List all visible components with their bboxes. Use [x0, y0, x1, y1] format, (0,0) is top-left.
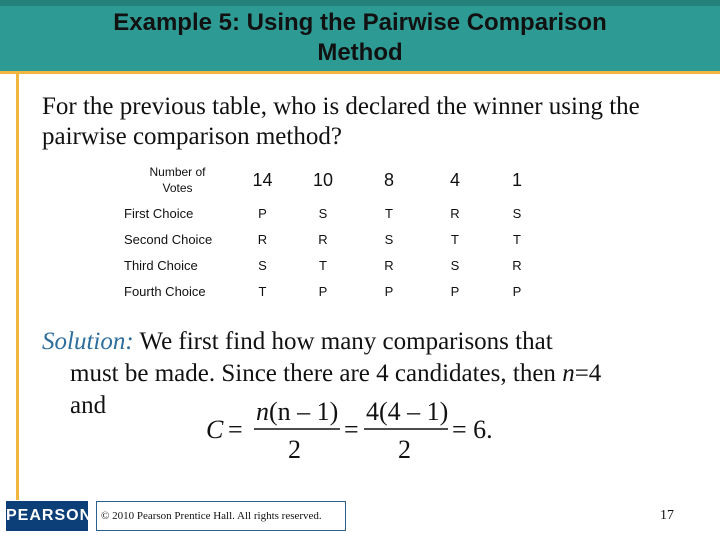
header-label: [120, 160, 235, 200]
table-cell: P: [512, 283, 522, 299]
table-row: [120, 200, 546, 226]
vote-count: 10: [312, 169, 334, 190]
formula-n-symbol: n: [256, 397, 269, 426]
question-text: For the previous table, who is declared the winner using the pairwise comparison method?: [42, 93, 640, 150]
solution-line2b: =4: [574, 360, 602, 387]
table-cell: R: [318, 231, 328, 247]
solution-line1: We first find how many comparisons that: [133, 328, 553, 355]
table-cell: S: [384, 231, 394, 247]
solution-line3: and: [70, 392, 107, 419]
formula-result: = 6.: [452, 415, 493, 444]
table-cell: S: [512, 205, 522, 221]
slide-title-line2: Method: [317, 39, 403, 66]
page-number: 17: [660, 508, 674, 523]
formula-numerator-value: 4(4 – 1): [366, 397, 449, 426]
title-bar-band: [0, 0, 720, 6]
table-cell: S: [258, 257, 267, 273]
solution-n-variable: n: [562, 360, 575, 387]
table-cell: R: [450, 205, 460, 221]
formula-c: C: [206, 415, 224, 444]
row-label: Fourth Choice: [124, 283, 206, 299]
slide-title-line1: Example 5: Using the Pairwise Comparison: [113, 9, 607, 36]
table-row: [120, 226, 546, 252]
formula-denominator: 2: [398, 435, 411, 464]
table-cell: P: [450, 283, 460, 299]
row-label: Third Choice: [124, 257, 198, 273]
slide-title: [0, 8, 720, 68]
table-cell: T: [451, 231, 459, 247]
solution-label: Solution:: [42, 328, 134, 355]
formula-equals: =: [228, 415, 243, 444]
preference-table: [120, 160, 546, 304]
table-cell: P: [384, 283, 394, 299]
table-cell: T: [513, 231, 521, 247]
vote-count: 14: [252, 169, 273, 190]
formula-numerator-n: [256, 397, 338, 426]
accent-line-vertical: [16, 74, 19, 502]
table-cell: P: [318, 283, 328, 299]
table-row: [120, 252, 546, 278]
header-label-line1: Number of: [149, 165, 206, 179]
table-cell: T: [258, 283, 267, 299]
pearson-logo: PEARSON: [6, 501, 88, 531]
formula-denominator: 2: [288, 435, 301, 464]
combination-formula: [204, 394, 504, 466]
accent-line-horizontal: [0, 71, 720, 74]
copyright-notice: © 2010 Pearson Prentice Hall. All rights reserved.: [96, 501, 346, 531]
vote-count: 4: [449, 169, 460, 190]
table-row: [120, 278, 546, 304]
table-cell: S: [450, 257, 460, 273]
table-cell: R: [384, 257, 394, 273]
row-label: First Choice: [124, 205, 194, 221]
formula-n-minus-one: (n – 1): [269, 397, 339, 426]
vote-count: 8: [383, 169, 394, 190]
formula-equals: =: [344, 415, 359, 444]
vote-count: 1: [511, 169, 522, 190]
header-label-line2: Votes: [162, 181, 193, 195]
table-cell: T: [385, 205, 393, 221]
table-cell: T: [319, 257, 327, 273]
solution-line2a: must be made. Since there are 4 candidates, then: [70, 360, 563, 387]
table-header-row: [120, 160, 546, 200]
table-cell: R: [257, 231, 268, 247]
table-cell: S: [318, 205, 328, 221]
table-cell: R: [512, 257, 522, 273]
table-cell: P: [258, 205, 267, 221]
row-label: Second Choice: [124, 231, 213, 247]
